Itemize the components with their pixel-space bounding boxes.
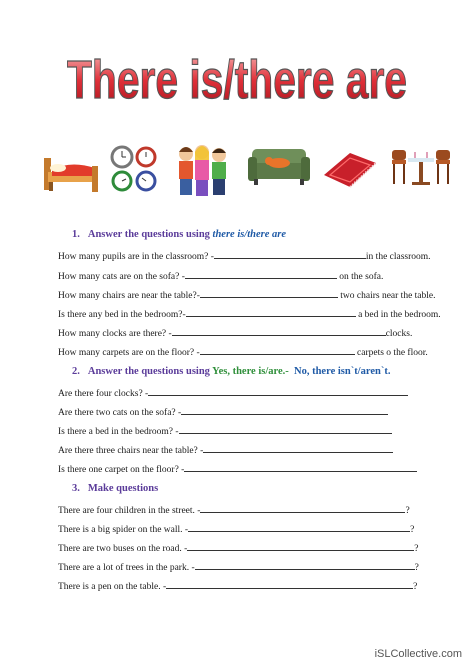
section1-item [58, 346, 428, 358]
title-text: There is/there are [67, 50, 407, 110]
question-text: Is there a bed in the bedroom? - [58, 427, 179, 437]
answer-ending: in the classroom. [365, 252, 431, 262]
section2-item [58, 387, 408, 399]
question-mark: ? [414, 563, 419, 573]
children-picture [174, 140, 230, 198]
answer-blank[interactable] [184, 463, 417, 472]
section3-heading [72, 483, 158, 494]
question-mark: ? [410, 525, 415, 535]
section3-item [58, 542, 418, 554]
answer-blank[interactable] [148, 387, 408, 396]
answer-blank[interactable] [179, 425, 392, 434]
section3-item [58, 580, 417, 592]
answer-blank[interactable] [200, 346, 355, 355]
sentence-text: There are a lot of trees in the park. - [58, 563, 195, 573]
section3-item [58, 561, 419, 573]
answer-blank[interactable] [195, 561, 415, 570]
sentence-text: There are four children in the street. - [58, 506, 201, 516]
answer-blank[interactable] [186, 308, 356, 317]
answer-blank[interactable] [172, 327, 386, 336]
section2-heading [72, 366, 390, 377]
section2-number: 2. [72, 366, 80, 377]
section3-heading-text: Make questions [87, 483, 159, 494]
section1-item [58, 250, 431, 262]
section1-item [58, 289, 436, 301]
section2-item [58, 444, 393, 456]
section1-number: 1. [72, 229, 80, 240]
section2-heading-no: No, there isn`t/aren`t. [294, 366, 391, 377]
sentence-text: There is a big spider on the wall. - [58, 525, 189, 535]
question-text: Is there any bed in the bedroom?- [58, 310, 186, 320]
section2-item [58, 463, 417, 475]
section3-item [58, 523, 414, 535]
carpet-picture [320, 145, 380, 190]
cat-on-sofa-picture [248, 143, 310, 188]
sentence-text: There are two buses on the road. - [58, 544, 188, 554]
question-text: Are there two cats on the sofa? - [58, 408, 182, 418]
alarm-clocks-picture [108, 143, 160, 193]
question-text: How many pupils are in the classroom? - [58, 252, 214, 262]
section1-heading-emph: there is/there are [212, 229, 287, 240]
answer-blank[interactable] [166, 580, 413, 589]
answer-blank[interactable] [181, 406, 388, 415]
answer-ending: a bed in the bedroom. [358, 310, 441, 320]
question-mark: ? [413, 582, 418, 592]
footer-watermark: iSLCollective.com [374, 648, 462, 660]
answer-ending: clocks. [385, 329, 413, 339]
answer-ending: two chairs near the table. [340, 291, 436, 301]
section1-item [58, 308, 441, 320]
question-text: How many carpets are on the floor? - [58, 348, 200, 358]
question-text: How many cats are on the sofa? - [58, 272, 185, 282]
answer-ending: on the sofa. [339, 272, 384, 282]
table-and-chairs-picture [390, 140, 450, 195]
section1-item [58, 327, 412, 339]
answer-blank[interactable] [214, 250, 366, 259]
question-text: Are there three chairs near the table? - [58, 446, 204, 456]
answer-blank[interactable] [200, 504, 405, 513]
section2-heading-yes: Yes, there is/are.- [212, 366, 289, 377]
question-text: How many chairs are near the table?- [58, 291, 200, 301]
page-title [55, 30, 420, 115]
section1-heading [72, 229, 286, 240]
question-mark: ? [414, 544, 419, 554]
question-mark: ? [405, 506, 410, 516]
bed-picture [40, 150, 102, 195]
section1-heading-text: Answer the questions using [87, 229, 210, 240]
section2-item [58, 406, 388, 418]
answer-blank[interactable] [185, 270, 337, 279]
answer-blank[interactable] [187, 542, 414, 551]
section1-item [58, 270, 383, 282]
answer-ending: carpets o the floor. [357, 348, 428, 358]
question-text: Are there four clocks? - [58, 389, 149, 399]
question-text: Is there one carpet on the floor? - [58, 465, 185, 475]
answer-blank[interactable] [188, 523, 410, 532]
section3-number: 3. [72, 483, 80, 494]
answer-blank[interactable] [203, 444, 393, 453]
answer-blank[interactable] [200, 289, 338, 298]
sentence-text: There is a pen on the table. - [58, 582, 167, 592]
section2-item [58, 425, 392, 437]
section3-item [58, 504, 410, 516]
question-text: How many clocks are there? - [58, 329, 172, 339]
section2-heading-text: Answer the questions using [87, 366, 210, 377]
